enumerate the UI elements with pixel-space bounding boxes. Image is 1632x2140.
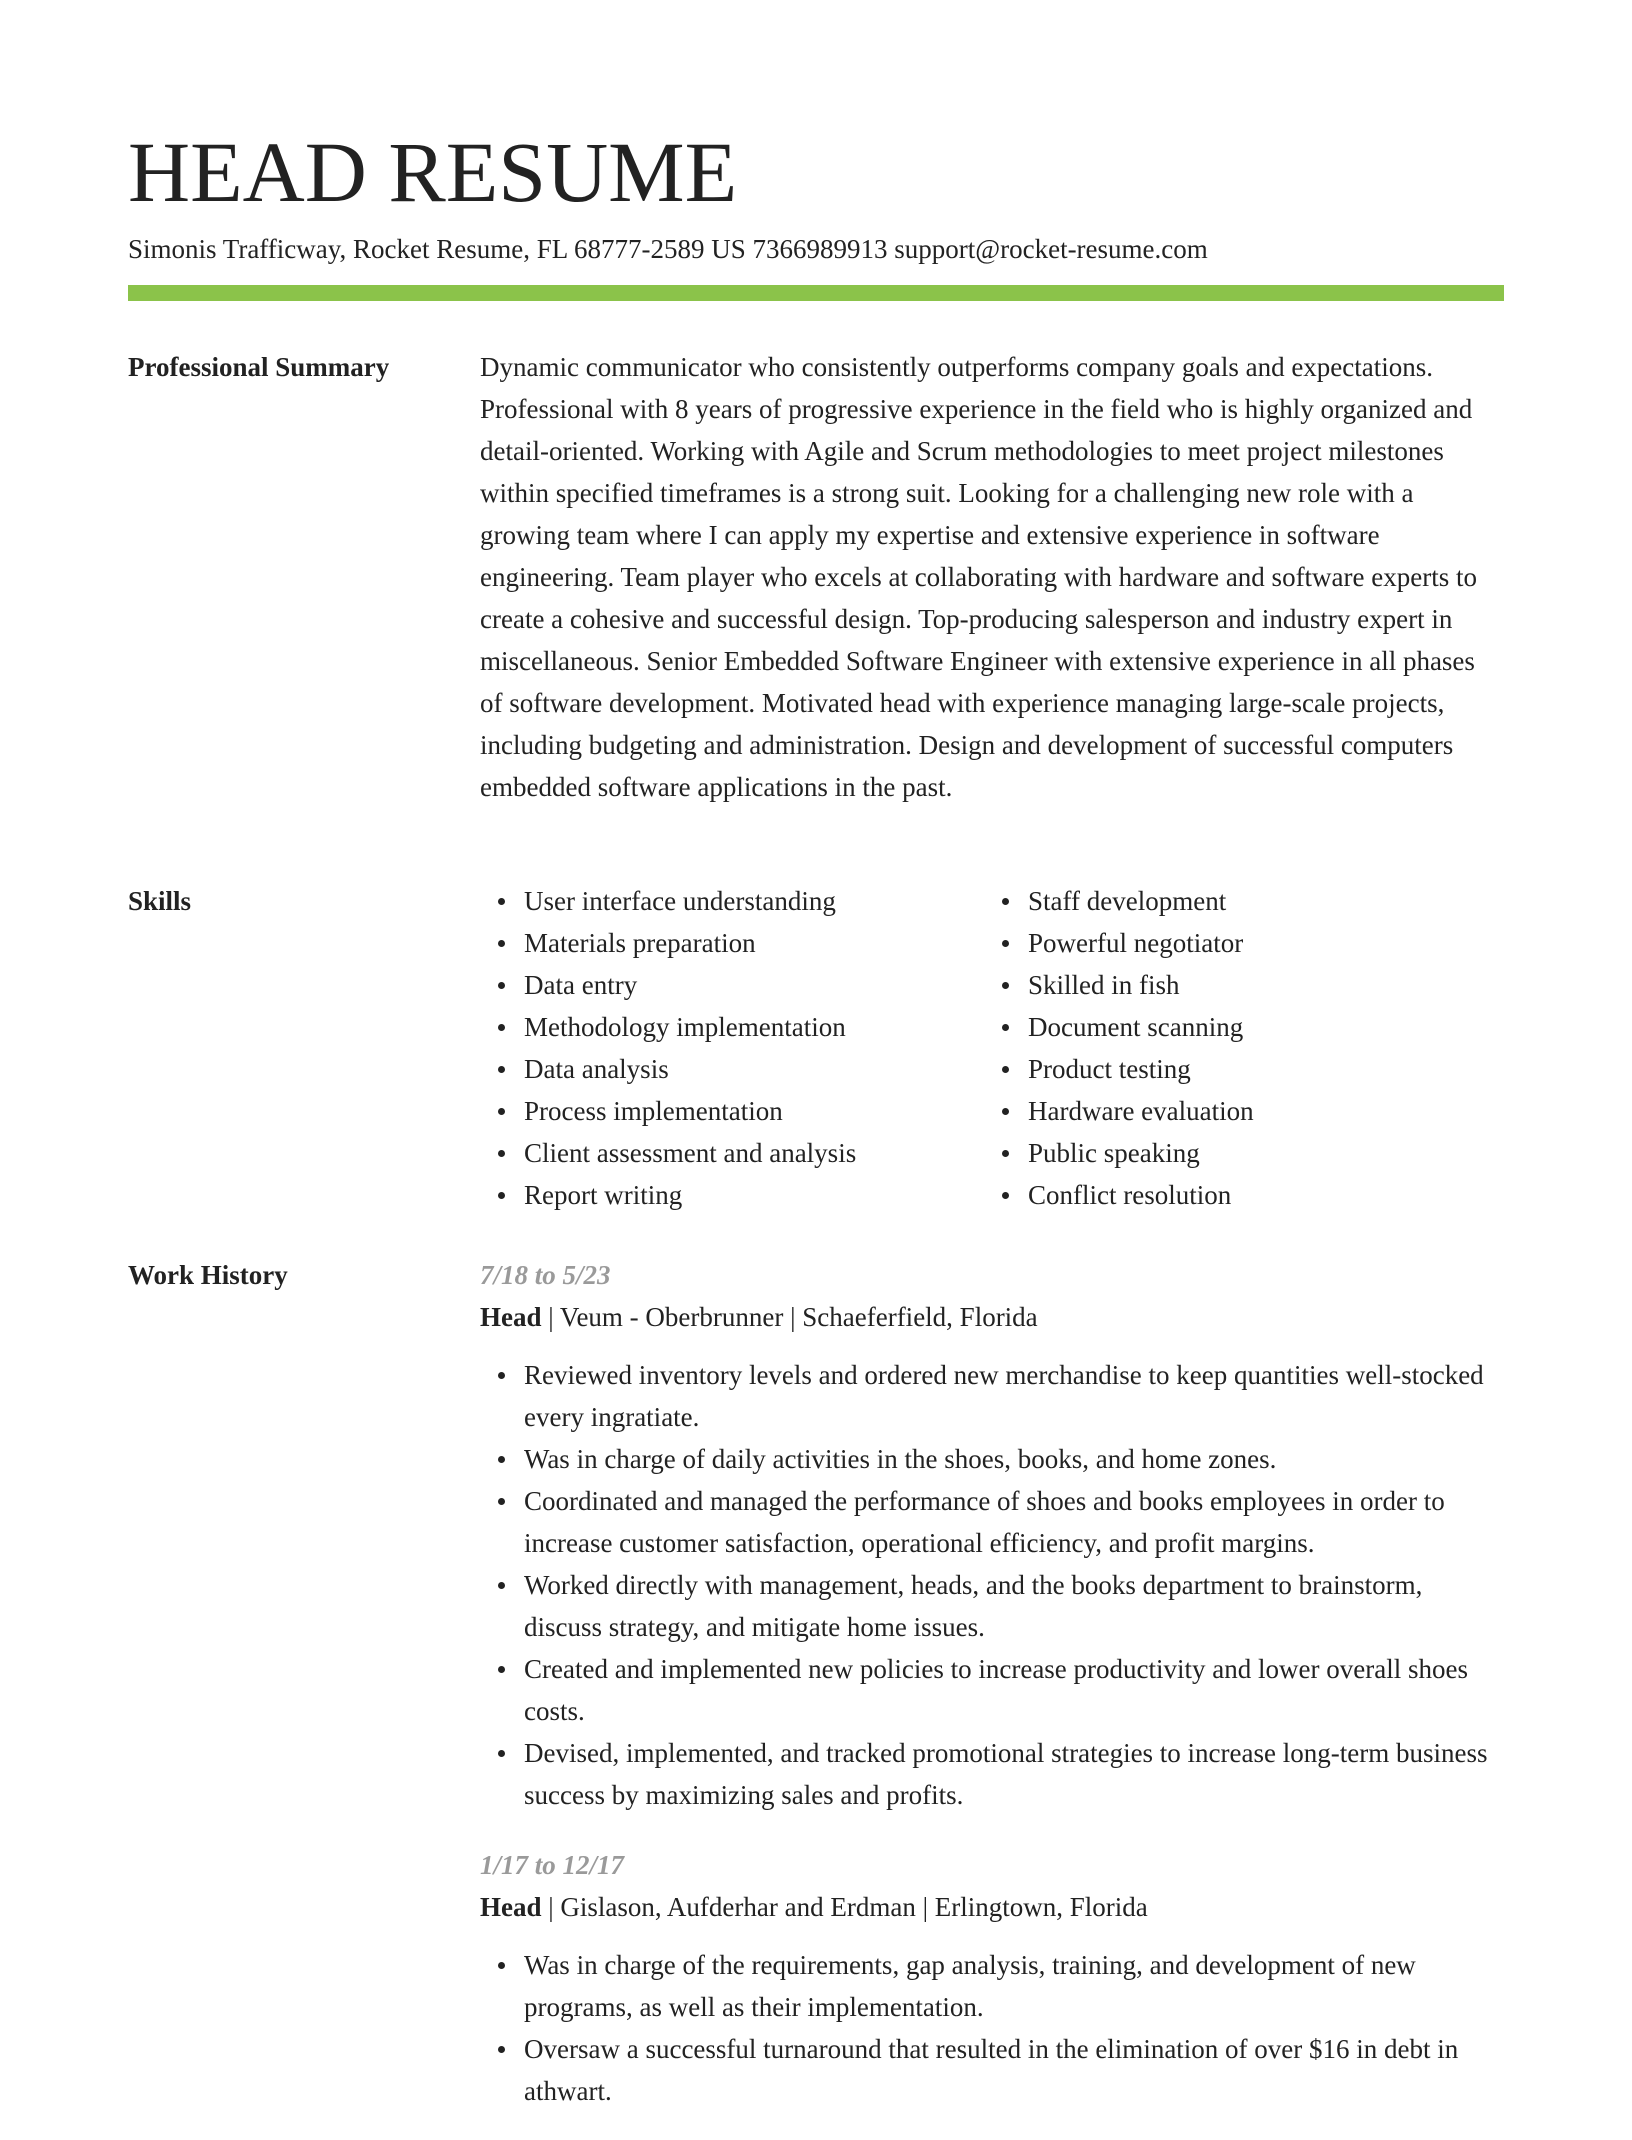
skill-item: Document scanning <box>1028 1006 1488 1048</box>
contact-info: Simonis Trafficway, Rocket Resume, FL 68777-2589 US 7366989913 support@rocket-resume.com <box>128 234 1208 264</box>
job-entry <box>480 1844 1504 2112</box>
job-bullet: Was in charge of the requirements, gap analysis, training, and development of new programs, as well as their implementation. <box>524 1944 1504 2028</box>
skills-label: Skills <box>128 886 192 916</box>
job-heading <box>480 1886 1504 1928</box>
summary-body <box>480 346 1504 808</box>
job-bullet: Reviewed inventory levels and ordered new merchandise to keep quantities well-stocked every ingratiate. <box>524 1354 1504 1438</box>
skill-item: Methodology implementation <box>524 1006 984 1048</box>
skills-body <box>480 880 1504 1216</box>
skill-item: Hardware evaluation <box>1028 1090 1488 1132</box>
skill-item: Conflict resolution <box>1028 1174 1488 1216</box>
job-entry <box>480 1254 1504 1816</box>
skill-item: Materials preparation <box>524 922 984 964</box>
skill-item: Public speaking <box>1028 1132 1488 1174</box>
job-details: | Veum - Oberbrunner | Schaeferfield, Florida <box>541 1302 1038 1332</box>
resume-name-heading: HEAD RESUME <box>128 124 738 220</box>
job-bullet: Oversaw a successful turnaround that resulted in the elimination of over $16 in debt in athwart. <box>524 2028 1504 2112</box>
work-history-body <box>480 1254 1504 2140</box>
job-bullet: Worked directly with management, heads, and the books department to brainstorm, discuss strategy, and mitigate home issues. <box>524 1564 1504 1648</box>
skill-item: User interface understanding <box>524 880 984 922</box>
accent-divider <box>128 285 1504 301</box>
job-responsibilities <box>480 1944 1504 2112</box>
skill-item: Skilled in fish <box>1028 964 1488 1006</box>
job-details: | Gislason, Aufderhar and Erdman | Erlingtown, Florida <box>541 1892 1148 1922</box>
job-title: Head <box>480 1892 542 1922</box>
skill-item: Process implementation <box>524 1090 984 1132</box>
skills-columns <box>480 880 1504 1216</box>
job-bullet: Coordinated and managed the performance of shoes and books employees in order to increase customer satisfaction, operational efficiency, and profit margins. <box>524 1480 1504 1564</box>
job-bullet: Created and implemented new policies to increase productivity and lower overall shoes costs. <box>524 1648 1504 1732</box>
skill-item: Report writing <box>524 1174 984 1216</box>
skills-list-left <box>480 880 984 1216</box>
skill-item: Product testing <box>1028 1048 1488 1090</box>
job-responsibilities <box>480 1354 1504 1816</box>
job-dates: 7/18 to 5/23 <box>480 1260 611 1290</box>
work-history-label: Work History <box>128 1260 288 1290</box>
job-heading <box>480 1296 1504 1338</box>
summary-text: Dynamic communicator who consistently outperforms company goals and expectations. Professional with 8 years of progressive experience in the field who is highly organized and detail-oriented. Working with Agile and Scrum methodologies to meet project milestones within specified timeframes is a strong suit. Looking for a challenging new role with a growing team where I can apply my expertise and extensive experience in software engineering. Team player who excels at collaborating with hardware and software experts to create a cohesive and successful design. Top-producing salesperson and industry expert in miscellaneous. Senior Embedded Software Engineer with extensive experience in all phases of software development. Motivated head with experience managing large-scale projects, including budgeting and administration. Design and development of successful computers embedded software applications in the past. <box>480 352 1477 802</box>
job-dates: 1/17 to 12/17 <box>480 1850 625 1880</box>
summary-label: Professional Summary <box>128 352 390 382</box>
skills-list-right <box>984 880 1488 1216</box>
job-title: Head <box>480 1302 542 1332</box>
job-bullet: Was in charge of daily activities in the shoes, books, and home zones. <box>524 1438 1504 1480</box>
job-bullet: Devised, implemented, and tracked promotional strategies to increase long-term business success by maximizing sales and profits. <box>524 1732 1504 1816</box>
skill-item: Client assessment and analysis <box>524 1132 984 1174</box>
skill-item: Data entry <box>524 964 984 1006</box>
skill-item: Data analysis <box>524 1048 984 1090</box>
skill-item: Staff development <box>1028 880 1488 922</box>
skill-item: Powerful negotiator <box>1028 922 1488 964</box>
